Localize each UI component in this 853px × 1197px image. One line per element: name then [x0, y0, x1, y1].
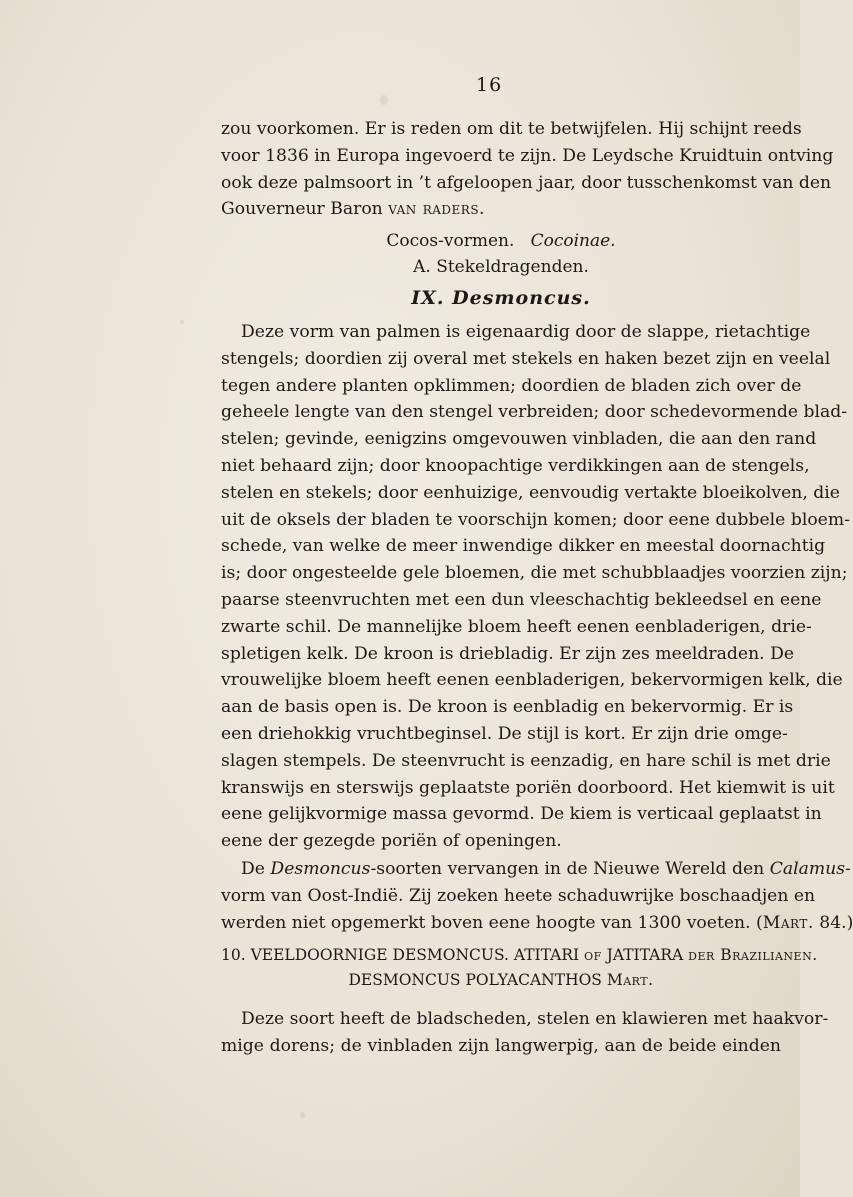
text-line: slagen stempels. De steenvrucht is eenzadig, en hare schil is met drie [221, 750, 831, 771]
text-line: spletigen kelk. De kroon is driebladig. Er zijn zes meeldraden. De [221, 643, 795, 664]
text-line: schede, van welke de meer inwendige dikker en meestal doornachtig [221, 536, 826, 557]
text-line: eene gelijkvormige massa gevormd. De kiem is verticaal geplaatst in [221, 804, 822, 825]
text-line: niet behaard zijn; door knoopachtige verdikkingen aan de stengels, [221, 455, 810, 476]
text-line: stelen en stekels; door eenhuizige, eenvoudig vertakte bloeikolven, die [221, 482, 840, 503]
text-line: voor 1836 in Europa ingevoerd te zijn. De Leydsche Kruidtuin ontving [221, 145, 834, 166]
page-number: 16 [476, 74, 503, 96]
text-line: uit de oksels der bladen te voorschijn komen; door eene dubbele bloem- [221, 509, 850, 530]
text-line: geheele lengte van den stengel verbreiden; door schedevormende blad- [221, 402, 848, 423]
paragraph [221, 856, 853, 936]
paper-stain [300, 1112, 305, 1118]
paragraph [221, 1006, 829, 1060]
text-line: zou voorkomen. Er is reden om dit te betwijfelen. Hij schijnt reeds [221, 119, 802, 139]
paragraph [221, 319, 850, 855]
genus-description [221, 319, 850, 855]
text-line: aan de basis open is. De kroon is eenbladig en bekervormig. Er is [221, 697, 794, 718]
paragraph [221, 116, 834, 223]
text-line: De Desmoncus-soorten vervangen in de Nieuwe Wereld den Calamus- [241, 859, 851, 879]
text-line: Deze vorm van palmen is eigenaardig door de slappe, rietachtige [241, 322, 811, 342]
species-heading-line: DESMONCUS POLYACANTHOS Mart. [348, 971, 654, 989]
text-line: een driehokkig vruchtbeginsel. De stijl is kort. Er zijn drie omge- [221, 723, 788, 744]
text-line: vorm van Oost-Indië. Zij zoeken heete schaduwrijke boschaadjen en [221, 885, 816, 906]
text-line: paarse steenvruchten met een dun vleeschachtig bekleedsel en eene [221, 589, 822, 610]
text-line: ook deze palmsoort in ’t afgeloopen jaar, door tusschenkomst van den [221, 172, 832, 193]
distribution-paragraph [221, 856, 853, 936]
text-line: stengels; doordien zij overal met stekels en haken bezet zijn en veelal [221, 348, 831, 369]
paper-stain [180, 320, 184, 324]
author-abbreviation: Mart. [762, 912, 814, 933]
genus-name-inline: Desmoncus [270, 859, 371, 879]
text-line: kranswijs en sterswijs geplaatste poriën doorboord. Het kiemwit is uit [221, 777, 835, 798]
species-description [221, 1006, 829, 1060]
genus-heading: IX. Desmoncus. [411, 287, 591, 309]
text-line: vrouwelijke bloem heeft eenen eenbladerigen, bekervormigen kelk, die [221, 670, 843, 691]
text-line: werden niet opgemerkt boven eene hoogte van 1300 voeten. (Mart. 84.) [221, 912, 853, 933]
group-heading [221, 228, 781, 255]
paragraph-continuation [221, 116, 834, 223]
author-name: van raders. [388, 199, 486, 220]
text-line: Gouverneur Baron van raders. [221, 199, 486, 220]
sub-heading: A. Stekeldragenden. [413, 257, 589, 277]
text-line: eene der gezegde poriën of openingen. [221, 831, 562, 852]
paper-stain [380, 95, 388, 105]
text-line: mige dorens; de vinbladen zijn langwerpig, aan de beide einden [221, 1035, 781, 1056]
text-line: Deze soort heeft de bladscheden, stelen en klawieren met haakvor- [241, 1009, 829, 1029]
group-name: Cocos-vormen. [386, 231, 515, 251]
text-line: zwarte schil. De mannelijke bloem heeft eenen eenbladerigen, drie- [221, 616, 812, 637]
text-line: stelen; gevinde, eenigzins omgevouwen vinbladen, die aan den rand [221, 429, 817, 450]
text-line: tegen andere planten opklimmen; doordien de bladen zich over de [221, 375, 802, 396]
genus-name-inline: Calamus- [769, 859, 851, 879]
group-latin-name: Cocoinae. [530, 231, 616, 251]
species-heading-line: 10. VEELDOORNIGE DESMONCUS. ATITARI of JATITARA der Brazilianen. [221, 946, 818, 964]
species-heading [221, 943, 818, 993]
text-line: is; door ongesteelde gele bloemen, die met schubblaadjes voorzien zijn; [221, 563, 848, 584]
